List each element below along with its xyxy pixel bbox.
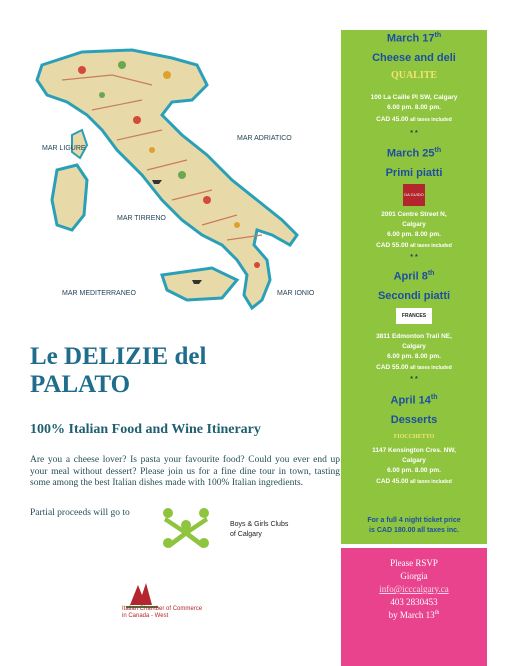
event-3-venue-logo: FRANCES — [396, 308, 432, 324]
sea-label-adriatico: MAR ADRIATICO — [237, 135, 292, 142]
event-4-category: Desserts — [390, 414, 438, 426]
event-2-address-1: 2001 Centre Street N, — [381, 211, 447, 218]
event-2-price: CAD 55.00 all taxes included — [376, 242, 452, 249]
title-line-1: Le DELIZIE del — [30, 343, 207, 370]
event-2-address-2: Calgary — [402, 221, 426, 228]
corsica — [72, 130, 87, 158]
event-1-category: Cheese and deli — [372, 52, 456, 64]
event-4-address-2: Calgary — [402, 457, 426, 464]
event-1-address: 100 La Caille Pl SW, Calgary — [370, 94, 458, 101]
event-1-price: CAD 45.00 all taxes included — [376, 116, 452, 123]
separator: * * — [410, 376, 418, 383]
full-ticket-note: For a full 4 night ticket price is CAD 180.00 all taxes inc. — [367, 517, 461, 534]
sardinia — [52, 165, 87, 230]
event-1-time: 6.00 pm. 8.00 pm. — [387, 104, 441, 111]
event-4-address-1: 1147 Kensington Cres. NW, — [372, 447, 456, 454]
event-4-price: CAD 45.00 all taxes included — [376, 478, 452, 485]
sicily — [162, 268, 237, 300]
sea-label-ligure: MAR LIGURE — [42, 145, 86, 152]
event-3-address-2: Calgary — [402, 343, 426, 350]
event-4-venue-logo: FIOCCHETTO — [393, 434, 435, 440]
separator: * * — [410, 254, 418, 261]
italy-food-map — [22, 30, 322, 340]
event-4-date: April 14th — [390, 394, 438, 407]
event-3-price: CAD 55.00 all taxes included — [376, 364, 452, 371]
event-3-address-1: 3811 Edmonton Trail NE, — [376, 333, 452, 340]
title-line-2: PALATO — [30, 371, 131, 398]
event-3-time: 6.00 pm. 8.00 pm. — [387, 353, 441, 360]
intro-paragraph: Are you a cheese lover? Is pasta your favourite food? Could you ever end up your meal without dessert? Please join us for a fine dine tour in town, tasting some among the best Italian dishes made with 100% Italian ingredients. — [30, 455, 340, 488]
event-3-date: April 8th — [393, 270, 435, 283]
rsvp-panel — [341, 548, 487, 666]
event-2-time: 6.00 pm. 8.00 pm. — [387, 231, 441, 238]
boys-girls-clubs-logo — [158, 505, 214, 551]
event-1-date: March 17th — [386, 32, 442, 45]
rsvp-heading: Please RSVP — [390, 558, 438, 568]
event-1-venue-logo: QUALITE — [390, 70, 438, 81]
event-2-category: Primi piatti — [385, 167, 443, 179]
sea-label-mediterraneo: MAR MEDITERRANEO — [62, 290, 136, 297]
rsvp-contact-name: Giorgia — [400, 571, 428, 581]
proceeds-text: Partial proceeds will go to — [30, 508, 130, 518]
event-4-time: 6.00 pm. 8.00 pm. — [387, 467, 441, 474]
event-subtitle: 100% Italian Food and Wine Itinerary — [30, 422, 261, 437]
italian-chamber-name: Italian Chamber of Commerce in Canada - West — [122, 606, 203, 619]
schedule-panel — [341, 30, 487, 544]
event-title — [30, 343, 330, 399]
event-2-venue-logo: DA GUIDO — [403, 184, 425, 206]
event-2-date: March 25th — [386, 147, 442, 160]
sea-label-ionio: MAR IONIO — [277, 290, 315, 297]
sea-label-tirreno: MAR TIRRENO — [117, 215, 166, 222]
rsvp-deadline: by March 13th — [388, 610, 440, 620]
rsvp-phone: 403 2830453 — [390, 597, 438, 607]
separator: * * — [410, 130, 418, 137]
rsvp-email-link[interactable]: info@icccalgary.ca — [379, 584, 449, 594]
event-3-category: Secondi piatti — [377, 290, 451, 302]
boys-girls-clubs-name: Boys & Girls Clubs of Calgary — [230, 521, 289, 538]
